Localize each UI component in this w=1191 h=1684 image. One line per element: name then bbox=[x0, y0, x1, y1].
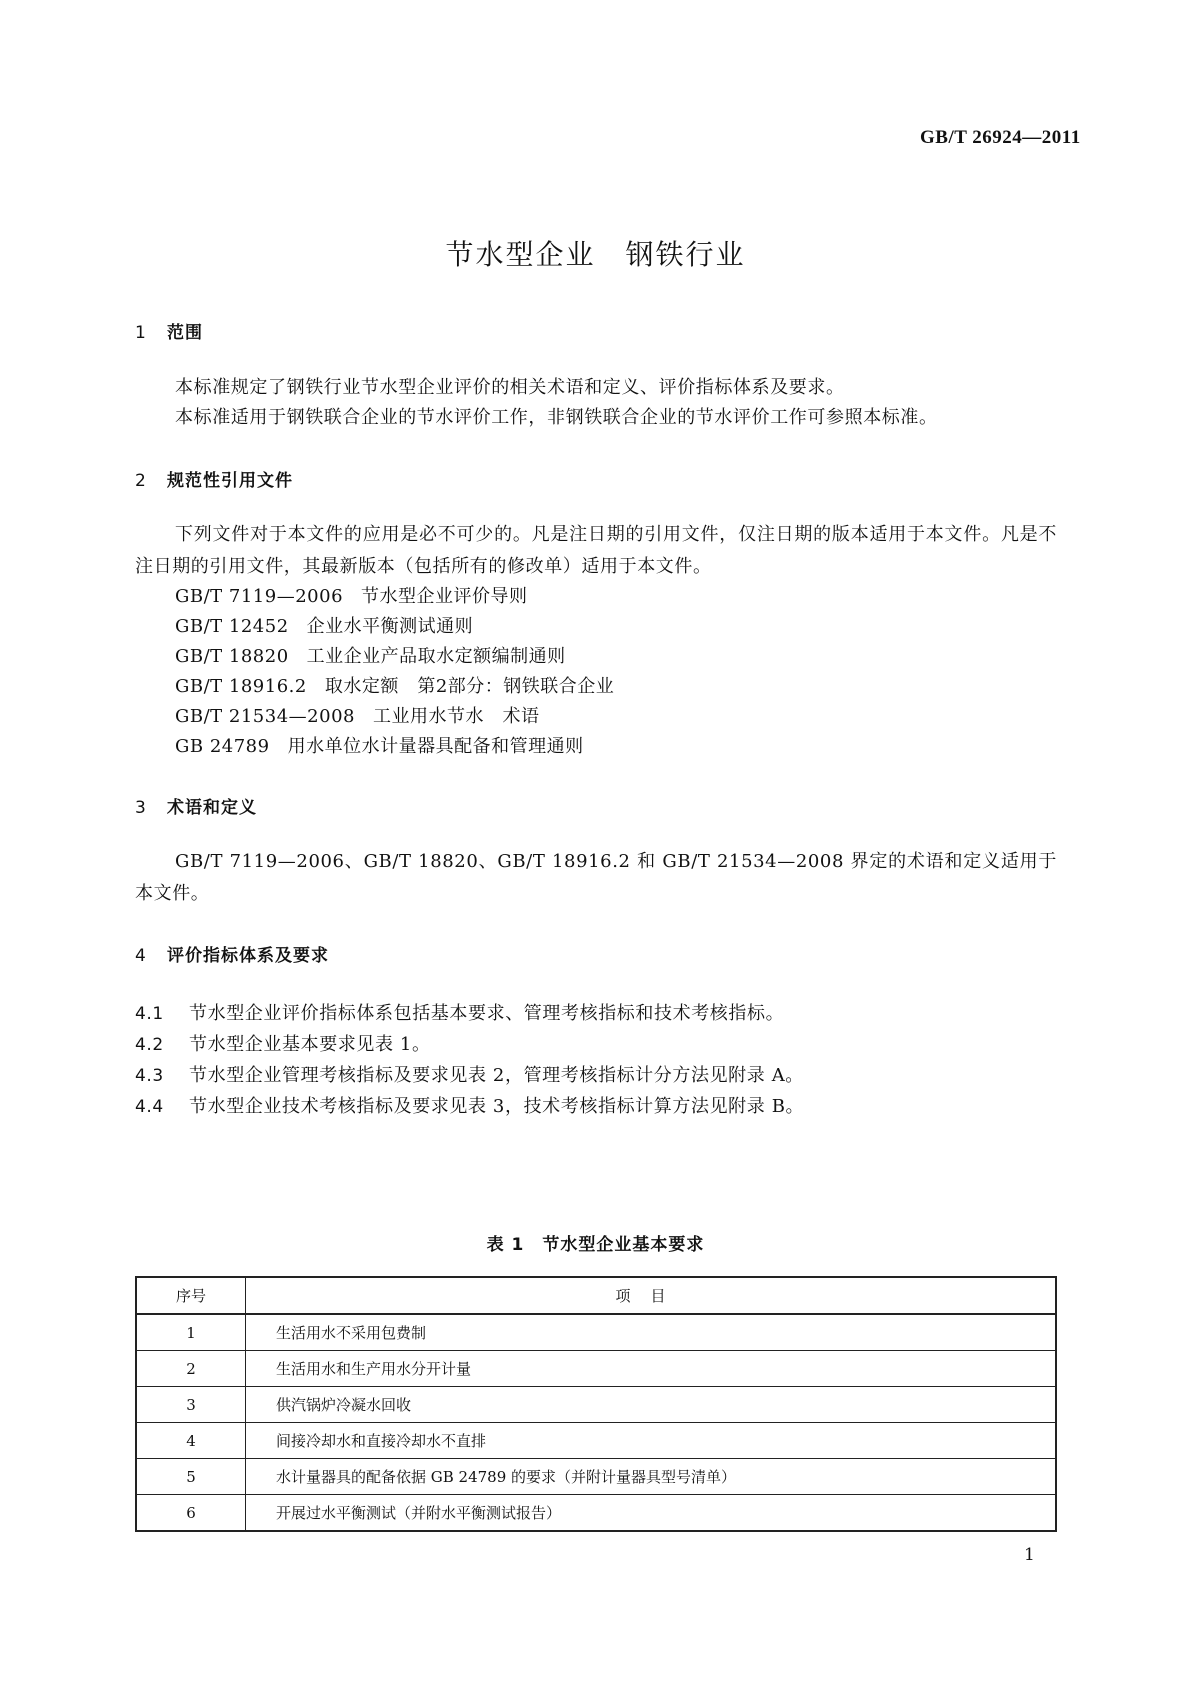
reference-code: GB 24789 bbox=[175, 736, 270, 757]
clause bbox=[135, 1092, 804, 1118]
clause-number: 4.2 bbox=[135, 1035, 164, 1055]
reference-code: GB/T 21534—2008 bbox=[175, 706, 355, 727]
basic-requirements-table bbox=[135, 1276, 1057, 1532]
cell-item: 生活用水和生产用水分开计量 bbox=[246, 1351, 1057, 1387]
cell-item: 开展过水平衡测试（并附水平衡测试报告） bbox=[246, 1495, 1057, 1532]
cell-serial: 1 bbox=[136, 1314, 246, 1351]
table-header-row bbox=[136, 1277, 1056, 1314]
table-row bbox=[136, 1495, 1056, 1532]
page-title: 节水型企业 钢铁行业 bbox=[445, 238, 746, 271]
column-header-item: 项目 bbox=[246, 1277, 1057, 1314]
cell-item: 供汽锅炉冷凝水回收 bbox=[246, 1387, 1057, 1423]
clause-number: 4.1 bbox=[135, 1004, 164, 1024]
clause-text: 节水型企业管理考核指标及要求见表 2，管理考核指标计分方法见附录 A。 bbox=[189, 1065, 804, 1086]
section-1-para-1: 本标准规定了钢铁行业节水型企业评价的相关术语和定义、评价指标体系及要求。 bbox=[175, 377, 845, 398]
clause bbox=[135, 1030, 431, 1056]
section-1-para-2: 本标准适用于钢铁联合企业的节水评价工作，非钢铁联合企业的节水评价工作可参照本标准。 bbox=[175, 407, 938, 428]
cell-serial: 2 bbox=[136, 1351, 246, 1387]
clause-text: 节水型企业基本要求见表 1。 bbox=[189, 1034, 431, 1055]
reference-code: GB/T 18916.2 bbox=[175, 676, 307, 697]
normative-reference bbox=[175, 642, 566, 668]
reference-code: GB/T 18820 bbox=[175, 646, 289, 667]
table-row bbox=[136, 1459, 1056, 1495]
table-row bbox=[136, 1351, 1056, 1387]
reference-title: 工业企业产品取水定额编制通则 bbox=[306, 646, 566, 667]
normative-reference bbox=[175, 732, 584, 758]
clause-text: 节水型企业评价指标体系包括基本要求、管理考核指标和技术考核指标。 bbox=[189, 1003, 785, 1024]
cell-serial: 6 bbox=[136, 1495, 246, 1532]
clause-number: 4.4 bbox=[135, 1097, 164, 1117]
page-number: 1 bbox=[1024, 1545, 1035, 1565]
section-title: 评价指标体系及要求 bbox=[167, 946, 329, 966]
reference-title: 节水型企业评价导则 bbox=[361, 586, 528, 607]
normative-reference bbox=[175, 672, 614, 698]
cell-item: 间接冷却水和直接冷却水不直排 bbox=[246, 1423, 1057, 1459]
reference-title: 企业水平衡测试通则 bbox=[306, 616, 474, 637]
column-header-serial: 序号 bbox=[136, 1277, 246, 1314]
section-3-para-1: GB/T 7119—2006、GB/T 18820、GB/T 18916.2 和 GB/T 21534—2008 界定的术语和定义适用于本文件。 bbox=[135, 851, 1057, 904]
section-number: 2 bbox=[135, 471, 147, 491]
clause bbox=[135, 1061, 804, 1087]
clause bbox=[135, 999, 784, 1025]
section-title: 术语和定义 bbox=[167, 798, 257, 818]
cell-serial: 3 bbox=[136, 1387, 246, 1423]
clause-number: 4.3 bbox=[135, 1066, 164, 1086]
normative-reference bbox=[175, 582, 528, 608]
cell-item: 生活用水不采用包费制 bbox=[246, 1314, 1057, 1351]
section-number: 3 bbox=[135, 798, 147, 818]
cell-serial: 5 bbox=[136, 1459, 246, 1495]
standard-code: GB/T 26924—2011 bbox=[920, 127, 1081, 148]
section-1-heading bbox=[135, 318, 203, 343]
section-number: 1 bbox=[135, 323, 147, 343]
section-2-heading bbox=[135, 466, 293, 491]
cell-item: 水计量器具的配备依据 GB 24789 的要求（并附计量器具型号清单） bbox=[246, 1459, 1057, 1495]
section-number: 4 bbox=[135, 946, 147, 966]
table-row bbox=[136, 1387, 1056, 1423]
table-row bbox=[136, 1423, 1056, 1459]
reference-title: 工业用水节水 术语 bbox=[372, 706, 540, 727]
cell-serial: 4 bbox=[136, 1423, 246, 1459]
normative-reference bbox=[175, 612, 473, 638]
reference-title: 用水单位水计量器具配备和管理通则 bbox=[287, 736, 584, 757]
section-3-heading bbox=[135, 793, 257, 818]
section-title: 规范性引用文件 bbox=[167, 471, 293, 491]
reference-code: GB/T 12452 bbox=[175, 616, 289, 637]
section-4-heading bbox=[135, 941, 329, 966]
table-row bbox=[136, 1314, 1056, 1351]
section-2-para-1: 下列文件对于本文件的应用是必不可少的。凡是注日期的引用文件，仅注日期的版本适用于本文件。凡是不注日期的引用文件，其最新版本（包括所有的修改单）适用于本文件。 bbox=[135, 524, 1057, 577]
reference-code: GB/T 7119—2006 bbox=[175, 586, 344, 607]
table-caption: 表 1 节水型企业基本要求 bbox=[486, 1235, 705, 1255]
normative-reference bbox=[175, 702, 539, 728]
reference-title: 取水定额 第2部分：钢铁联合企业 bbox=[324, 676, 615, 697]
section-title: 范围 bbox=[167, 323, 203, 343]
clause-text: 节水型企业技术考核指标及要求见表 3，技术考核指标计算方法见附录 B。 bbox=[189, 1096, 805, 1117]
